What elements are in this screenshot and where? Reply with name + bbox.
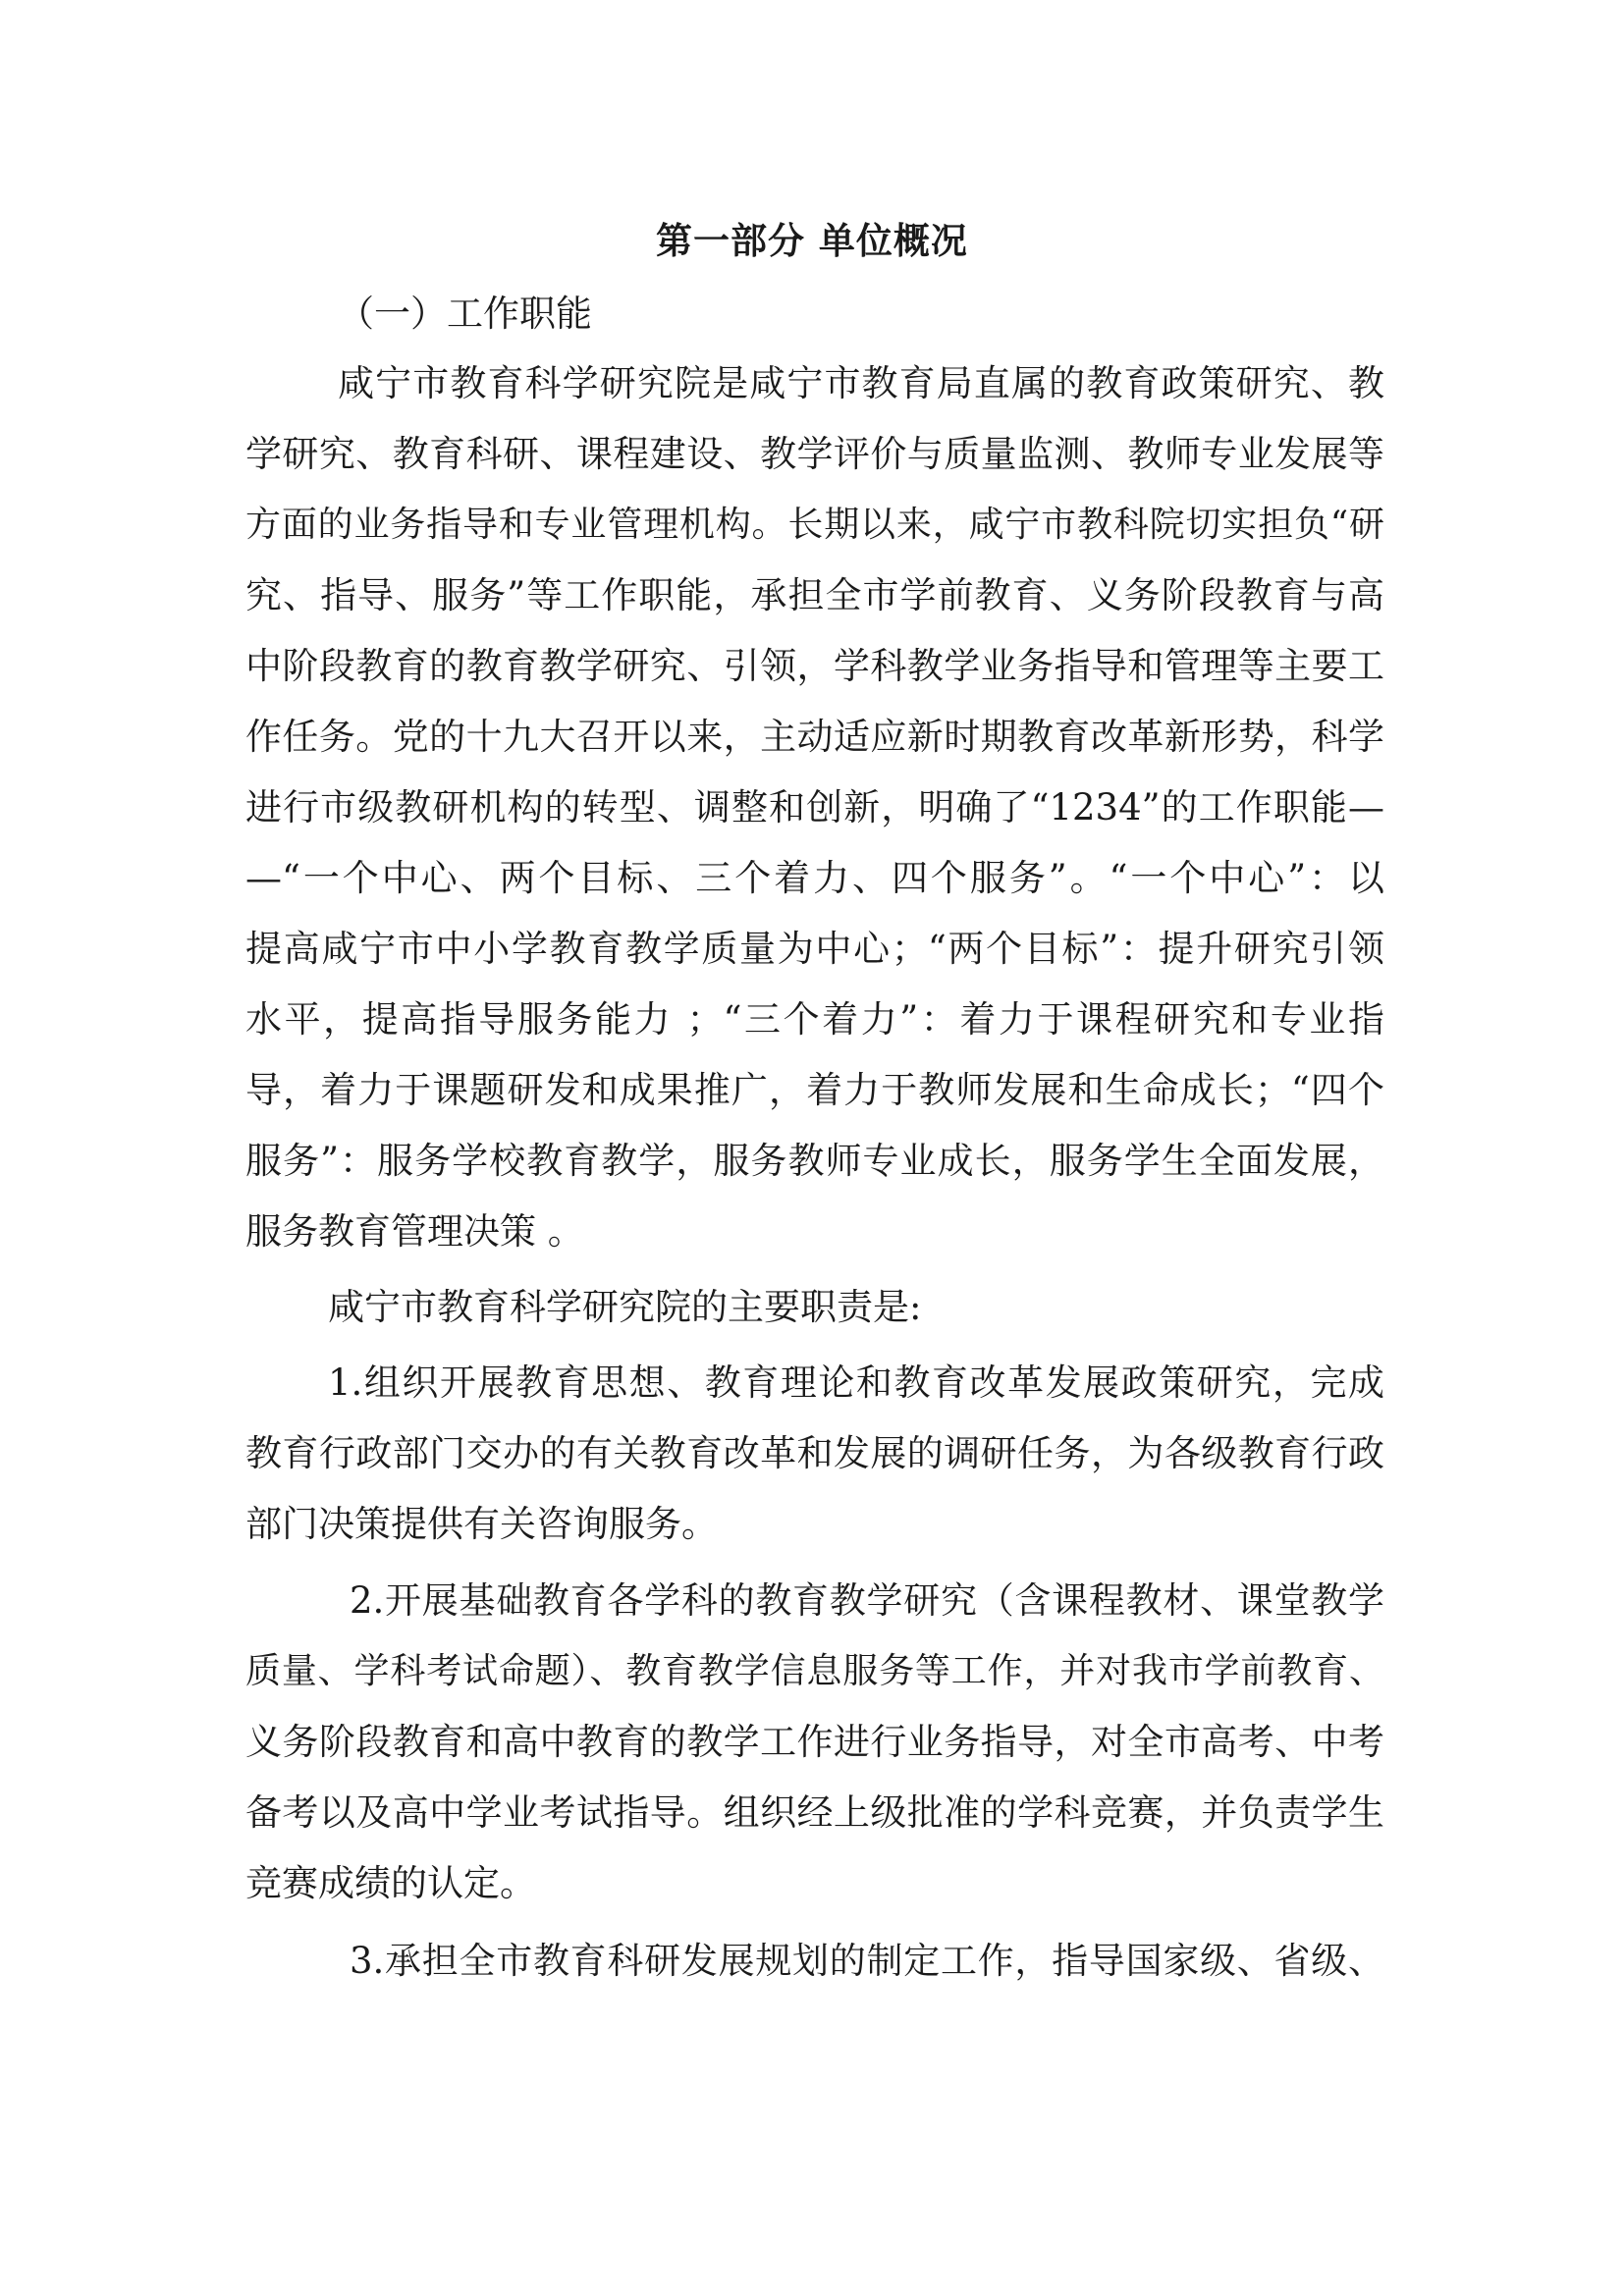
list-item-line: 质量、学科考试命题）、教育教学信息服务等工作，并对我市学前教育、	[245, 1651, 1384, 1691]
list-item-line: 部门决策提供有关咨询服务。	[245, 1503, 718, 1545]
paragraph-line: 进行市级教研机构的转型、调整和创新，明确了“1234”的工作职能—	[245, 786, 1384, 828]
paragraph-line: 方面的业务指导和专业管理机构。长期以来，咸宁市教科院切实担负“研	[245, 505, 1384, 545]
list-item-line: 1.组织开展教育思想、教育理论和教育改革发展政策研究，完成	[328, 1362, 1384, 1404]
paragraph-line: 咸宁市教育科学研究院是咸宁市教育局直属的教育政策研究、教	[338, 362, 1384, 404]
list-item-line: 3.承担全市教育科研发展规划的制定工作，指导国家级、省级、	[350, 1940, 1384, 1982]
paragraph-line: 导，着力于课题研发和成果推广，着力于教师发展和生命成长；“四个	[245, 1069, 1384, 1111]
paragraph-line: 中阶段教育的教育教学研究、引领，学科教学业务指导和管理等主要工	[245, 645, 1384, 687]
list-item-line: 义务阶段教育和高中教育的教学工作进行业务指导，对全市高考、中考	[245, 1721, 1384, 1763]
section-heading: （一）工作职能	[338, 293, 592, 335]
paragraph-line: 服务教育管理决策 。	[245, 1210, 584, 1253]
list-item-line: 2.开展基础教育各学科的教育教学研究（含课程教材、课堂教学	[350, 1579, 1384, 1622]
list-item-line: 教育行政部门交办的有关教育改革和发展的调研任务，为各级教育行政	[245, 1432, 1384, 1474]
paragraph-line: 学研究、教育科研、课程建设、教学评价与质量监测、教师专业发展等	[245, 433, 1384, 475]
list-item-line: 备考以及高中学业考试指导。组织经上级批准的学科竞赛，并负责学生	[245, 1791, 1384, 1834]
paragraph-line: 作任务。党的十九大召开以来，主动适应新时期教育改革新形势，科学	[245, 716, 1384, 758]
paragraph-line: 水平，提高指导服务能力 ；“三个着力”：着力于课程研究和专业指	[245, 998, 1384, 1041]
paragraph-line: 究、指导、服务”等工作职能，承担全市学前教育、义务阶段教育与高	[245, 574, 1384, 616]
paragraph-line: 提高咸宁市中小学教育教学质量为中心；“两个目标”：提升研究引领	[245, 928, 1384, 970]
paragraph-line: —“一个中心、两个目标、三个着力、四个服务”。“一个中心”：以	[245, 857, 1384, 899]
list-item-line: 竞赛成绩的认定。	[245, 1862, 536, 1904]
paragraph-line: 服务”：服务学校教育教学，服务教师专业成长，服务学生全面发展，	[245, 1140, 1384, 1182]
page-title: 第一部分 单位概况	[656, 220, 968, 262]
paragraph-line: 咸宁市教育科学研究院的主要职责是:	[328, 1286, 922, 1328]
